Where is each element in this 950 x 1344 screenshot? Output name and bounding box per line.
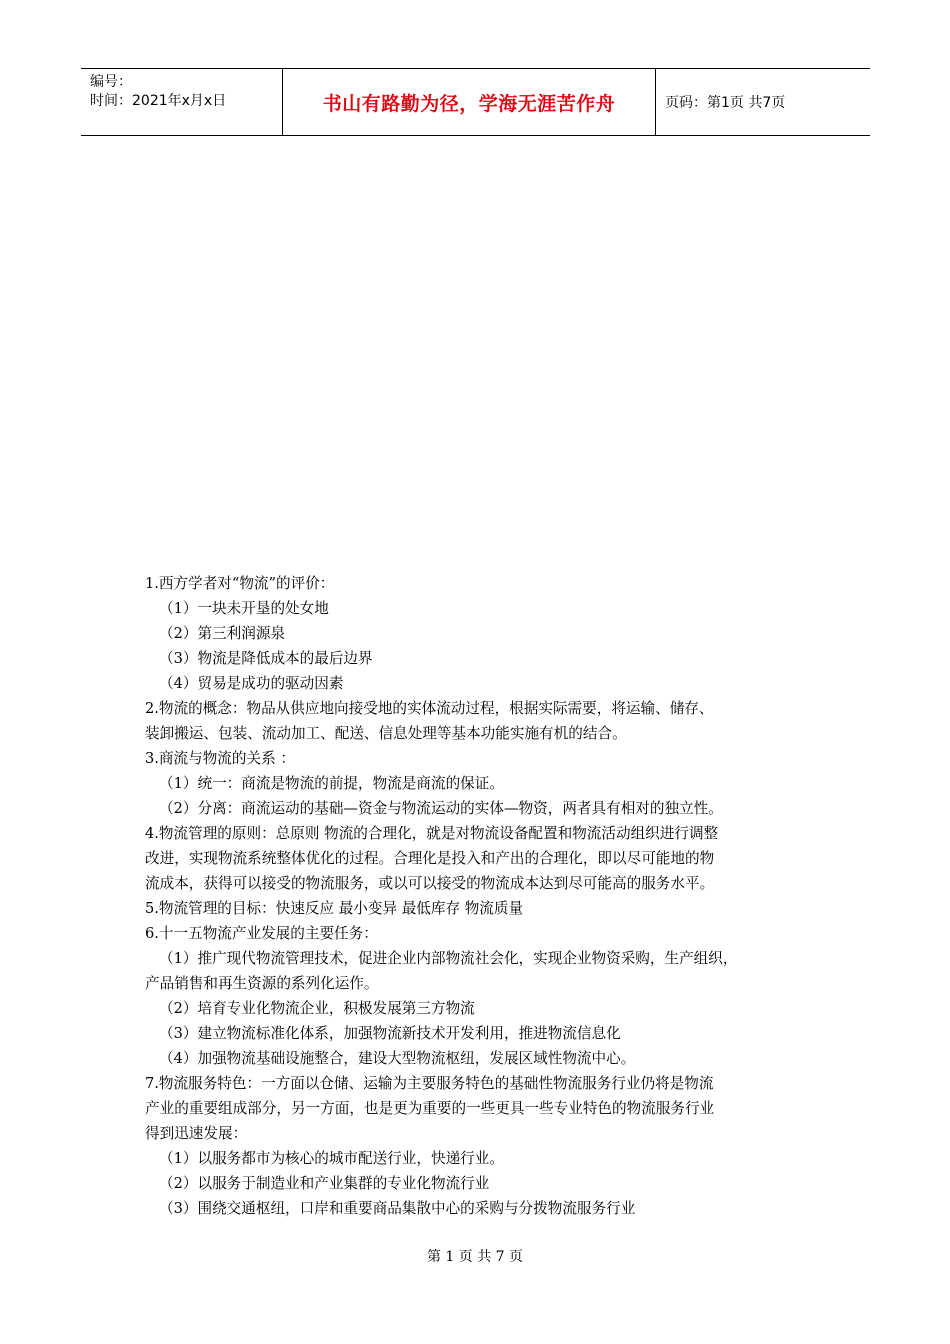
body-line: （1）统一：商流是物流的前提，物流是商流的保证。 [159, 775, 504, 792]
page-footer: 第 1 页 共 7 页 [426, 1249, 524, 1265]
document-header [81, 68, 870, 136]
body-line: （2）以服务于制造业和产业集群的专业化物流行业 [159, 1175, 490, 1192]
body-line: （3）建立物流标准化体系，加强物流新技术开发利用，推进物流信息化 [159, 1025, 621, 1042]
body-line: 改进，实现物流系统整体优化的过程。合理化是投入和产出的合理化，即以尽可能地的物 [145, 850, 715, 867]
motto: 书山有路勤为径，学海无涯苦作舟 [282, 69, 656, 135]
body-line: 5.物流管理的目标：快速反应 最小变异 最低库存 物流质量 [145, 900, 524, 917]
body-line: （3）围绕交通枢纽，口岸和重要商品集散中心的采购与分拨物流服务行业 [159, 1200, 636, 1217]
body-line: 7.物流服务特色：一方面以仓储、运输为主要服务特色的基础性物流服务行业仍将是物流 [145, 1075, 714, 1092]
body-line: （2）第三利润源泉 [159, 625, 286, 642]
time-label: 时间：2021年x月x日 [90, 93, 227, 109]
number-label: 编号： [90, 74, 132, 90]
body-line: 1.西方学者对“物流”的评价： [145, 575, 335, 592]
document-body [145, 571, 825, 1221]
body-line: （4）贸易是成功的驱动因素 [159, 675, 344, 692]
body-line: （1）推广现代物流管理技术，促进企业内部物流社会化，实现企业物资采购，生产组织， [159, 950, 738, 967]
body-line: 产品销售和再生资源的系列化运作。 [145, 975, 379, 992]
header-meta [81, 69, 282, 135]
body-line: （3）物流是降低成本的最后边界 [159, 650, 373, 667]
body-line: （2）分离：商流运动的基础—资金与物流运动的实体—物资，两者具有相对的独立性。 [159, 800, 723, 817]
body-line: 得到迅速发展： [145, 1125, 248, 1142]
body-line: 3.商流与物流的关系 ： [145, 750, 295, 767]
body-line: 2.物流的概念：物品从供应地向接受地的实体流动过程，根据实际需要，将运输、储存、 [145, 700, 714, 717]
body-line: 产业的重要组成部分，另一方面，也是更为重要的一些更具一些专业特色的物流服务行业 [145, 1100, 715, 1117]
body-line: 4.物流管理的原则：总原则 物流的合理化，就是对物流设备配置和物流活动组织进行调整 [145, 825, 719, 842]
body-line: （1）一块未开垦的处女地 [159, 600, 329, 617]
body-line: 装卸搬运、包装、流动加工、配送、信息处理等基本功能实施有机的结合。 [145, 725, 627, 742]
body-line: （4）加强物流基础设施整合，建设大型物流枢纽，发展区域性物流中心。 [159, 1050, 636, 1067]
body-line: （2）培育专业化物流企业，积极发展第三方物流 [159, 1000, 475, 1017]
body-line: （1）以服务都市为核心的城市配送行业，快递行业。 [159, 1150, 504, 1167]
page-info: 页码：第1页 共7页 [665, 95, 786, 111]
body-line: 流成本，获得可以接受的物流服务，或以可以接受的物流成本达到尽可能高的服务水平。 [145, 875, 715, 892]
body-line: 6.十一五物流产业发展的主要任务： [145, 925, 378, 942]
